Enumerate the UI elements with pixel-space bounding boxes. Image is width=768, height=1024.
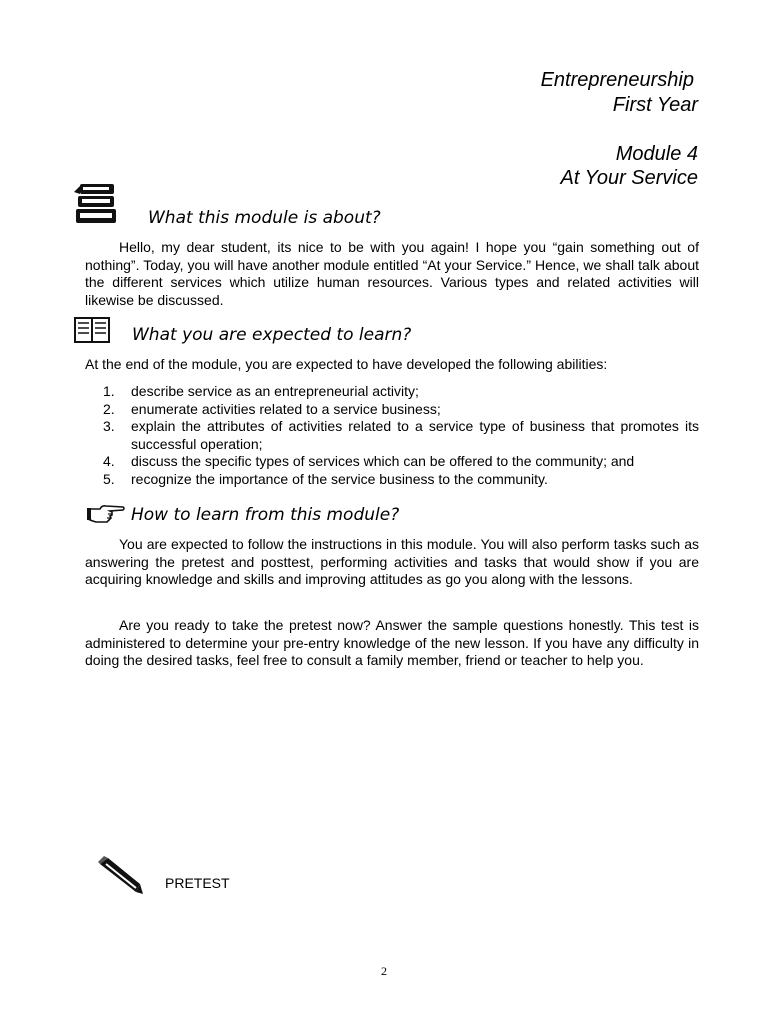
open-book-icon bbox=[74, 317, 110, 343]
list-item bbox=[85, 418, 699, 453]
list-item bbox=[85, 471, 699, 489]
module-title: At Your Service bbox=[560, 167, 698, 189]
pretest-label: PRETEST bbox=[165, 875, 230, 891]
list-item-number: 1. bbox=[103, 383, 115, 399]
abilities-list bbox=[85, 383, 699, 488]
expected-heading: What you are expected to learn? bbox=[132, 325, 412, 345]
pencil-icon bbox=[96, 856, 144, 896]
how-paragraph-2: Are you ready to take the pretest now? Answer the sample questions honestly. This test is administered to determine your pre-entry knowledge of the new lesson. If you have any difficulty in doing the desired tasks, feel free to consult a family member, friend or teacher to help you. bbox=[85, 617, 699, 668]
list-item-number: 3. bbox=[103, 418, 115, 434]
list-item-text: describe service as an entrepreneurial activity; bbox=[131, 383, 419, 399]
list-item-text: enumerate activities related to a service business; bbox=[131, 400, 441, 417]
list-item bbox=[85, 453, 699, 471]
about-paragraph: Hello, my dear student, its nice to be with you again! I hope you “gain something out of nothing”. Today, you will have another module entitled “At your Service.” Hence, we shall talk about the different services which utilize human resources. Various types and related activities will likewise be discussed. bbox=[85, 239, 699, 308]
list-item bbox=[85, 401, 699, 419]
list-item-text: recognize the importance of the service business to the community. bbox=[131, 470, 548, 487]
list-item-number: 5. bbox=[103, 470, 115, 487]
expected-intro: At the end of the module, you are expected to have developed the following abilities: bbox=[85, 356, 608, 372]
how-paragraph-1: You are expected to follow the instructions in this module. You will also perform tasks such as answering the pretest and posttest, performing activities and tasks that would show if you are acquiring knowledge and skills and improving attitudes as go you along with the lessons. bbox=[85, 536, 699, 587]
list-item-text: discuss the specific types of services which can be offered to the community; and bbox=[131, 453, 635, 469]
list-item-number: 2. bbox=[103, 400, 115, 417]
about-heading: What this module is about? bbox=[148, 208, 381, 228]
list-item-text: explain the attributes of activities related to a service type of business that promotes its successful operation; bbox=[131, 418, 699, 452]
books-icon bbox=[74, 182, 120, 228]
pointing-hand-icon bbox=[86, 503, 126, 525]
module-number: Module 4 bbox=[615, 143, 698, 165]
year-title: First Year bbox=[612, 94, 698, 116]
list-item-number: 4. bbox=[103, 453, 115, 469]
page-number: 2 bbox=[381, 964, 387, 978]
how-heading: How to learn from this module? bbox=[131, 505, 400, 525]
subject-title: Entrepreneurship bbox=[540, 69, 694, 91]
list-item bbox=[85, 383, 699, 401]
